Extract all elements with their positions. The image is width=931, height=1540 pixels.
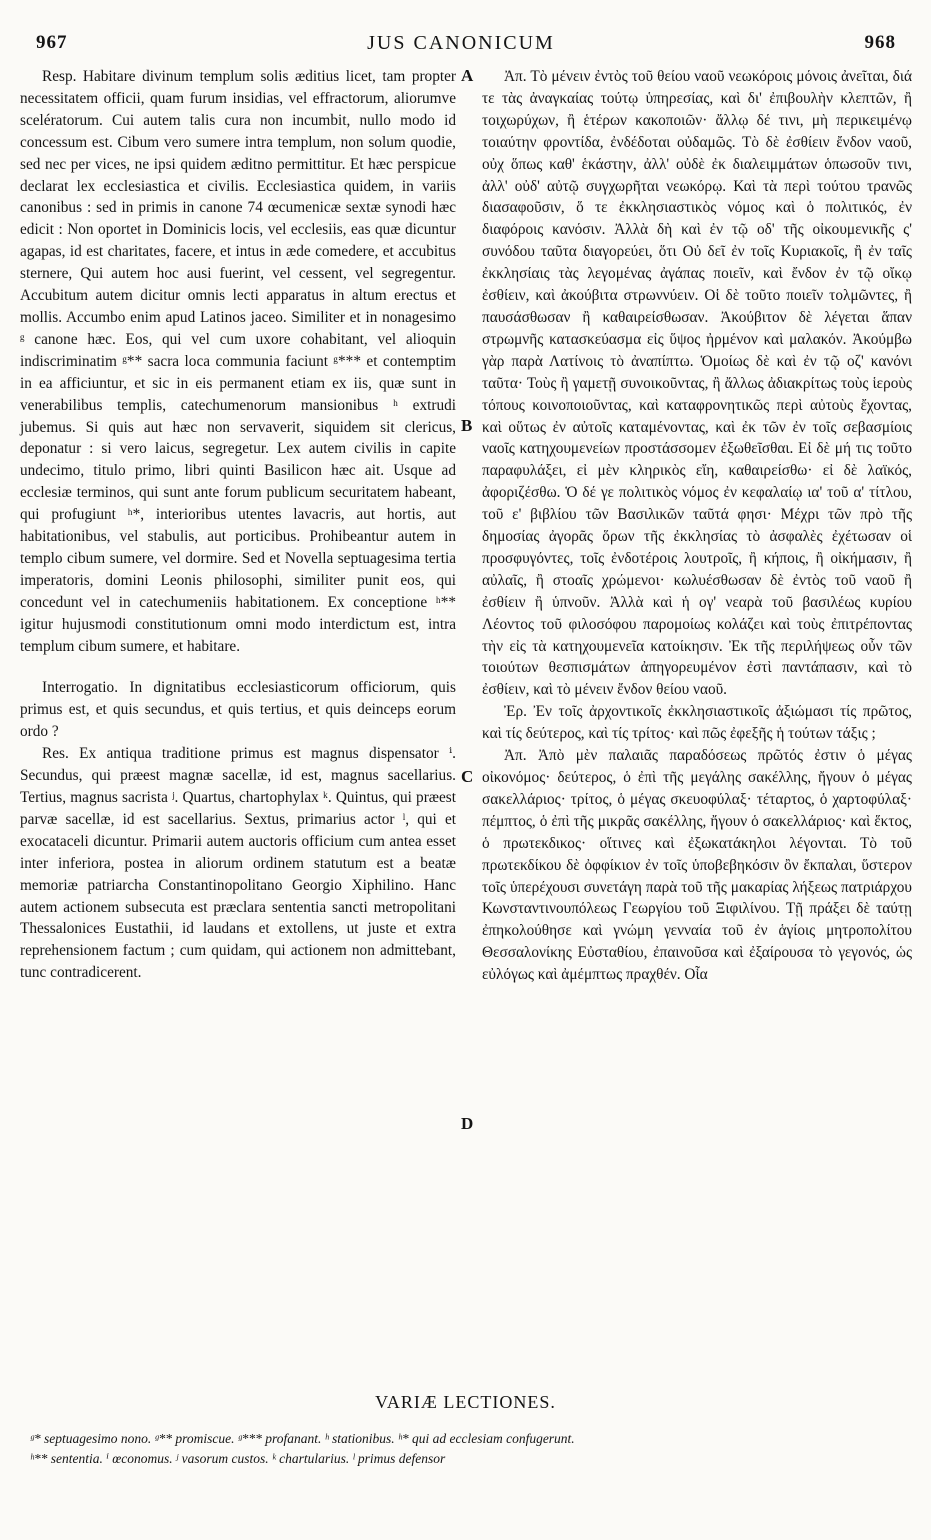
page-number-right: 968	[864, 32, 896, 53]
page-number-left: 967	[36, 32, 68, 53]
page-header	[26, 32, 896, 62]
notes-line: ᵍ* septuagesimo nono. ᵍ** promiscue. ᵍ*** profanant. ʰ stationibus. ʰ* qui ad ecclesiam confugerunt.	[30, 1431, 575, 1446]
section-marker: A	[461, 66, 474, 85]
greek-paragraph: Ἀπ. Ἀπὸ μὲν παλαιᾶς παραδόσεως πρῶτός ἐστιν ὁ μέγας οἰκονόμος· δεύτερος, ὁ ἐπὶ τῆς μεγάλης σακέλλης, ἤγουν ὁ μέγας σακελλάριος· τρίτος, ὁ μέγας σκευοφύλαξ· τέταρτος, ὁ χαρτοφύλαξ· πέμπτος, ὁ ἐπὶ τῆς μικρᾶς σακέλλης, ἤγουν ὁ σακελλάριος· καὶ ἕκτος, ὁ πρωτεκδικος· οἵτινες καὶ ἐξωκατάκηλοι λέγονται. Τὸ τοῦ πρωτεκδίκου δὲ ὀφφίκιον ἐν τοῖς ὑποβεβηκόσιν ὂν ἔκπαλαι, ὕστερον τοῖς ὑπερέχουσι συνετάγη παρὰ τοῦ τῆς μακαρίας λήξεως πατριάρχου Κωνσταντινουπόλεως Γεωργίου τοῦ Ξιφιλίνου. Τῇ πράξει δὲ ταύτῃ ἐπηκολούθησε καὶ γνώμη γενναία τοῦ ἐν ἁγίοις μητροπολίτου Θεσσαλονίκης Εὐσταθίου, ἐπαινοῦσα καὶ ἐξαίρουσα τὸ γεγονός, ὡς εὐλόγως καὶ ἀμέμπτως πραχθέν. Οἷα	[482, 747, 912, 984]
greek-paragraph: Ἀπ. Τὸ μένειν ἐντὸς τοῦ θείου ναοῦ νεωκόροις μόνοις ἀνεῖται, διά τε τὰς ἀναγκαίας τούτῳ ὑπηρεσίας, καὶ δι' ἐπιβουλὴν κλεπτῶν, ἢ τοιχωρύχων, ἢ ἑτέρων κακοποιῶν· ἄλλῳ δέ τινι, μὴ περικειμένῳ τοιαύτην φροντίδα, ἐνδέδοται οὐδαμῶς. Τὸ δὲ ἐσθίειν ἔνδον ναοῦ, οὐχ ὅπως καθ' ἑκάστην, ἀλλ' οὐδὲ ἐκ διαλειμμάτων ὁπωσοῦν τινι, ἀλλ' οὐδ' αὐτῷ συγχωρῆται νεωκόρῳ. Καὶ τὰ περὶ τούτου τρανῶς διασαφοῦσιν, ὅ τε ἐκκλησιαστικὸς νόμος καὶ ὁ πολιτικός, ἐν διαφόροις κανόσιν. Ἀλλὰ δὴ καὶ ἐν τῷ οδ' τῆς οἰκουμενικῆς ς' συνόδου ταῦτα διαγορεύει, ὅτι Οὐ δεῖ ἐν τοῖς Κυριακοῖς, ἢ ἐν ταῖς ἐκκλησίαις τὰς λεγομένας ἀγάπας ποιεῖν, καὶ ἔνδον ἐν τῷ οἴκῳ ἐσθίειν, καὶ ἀκούβιτα στρωννύειν. Οἱ δὲ τοῦτο ποιεῖν τολμῶντες, ἢ παυσάσθωσαν ἢ καθαιρείσθωσαν. Ἀκούβιτον δὲ λέγεται ἅπαν στρωμνῆς κατασκεύασμα εἰς ὕψος ἠρμένον καὶ μαλακόν. Ἀκούμβω γὰρ παρὰ Λατίνοις τὸ ἀναπίπτω. Ὁμοίως δὲ καὶ ἐν τῷ οζ' κανόνι ταῦτα· Τοὺς ἢ γαμετῇ συνοικοῦντας, ἢ ἄλλως ἀδιακρίτως τοὺς ἱεροὺς τόπους κοινοποιοῦντας, καὶ καταφρονητικῶς περὶ αὐτοὺς ἔχοντας, καὶ οὕτως ἐν αὐτοῖς καταμένοντας, καὶ ἐκ τῶν ἐν τοῖς σεβασμίοις ναοῖς κατηχουμενείων προστάσσομεν ἐξωθεῖσθαι. Εἰ δὲ μή τις τοῦτο παραφυλάξει, εἰ μὲν κληρικὸς εἴη, καθαιρείσθω· εἰ δὲ λαϊκός, ἀφοριζέσθω. Ὁ δέ γε πολιτικὸς νόμος ἐν κεφαλαίῳ ια' τοῦ α' τίτλου, τοῦ ε' βιβλίου τῶν Βασιλικῶν ταῦτά φησι· Μέχρι τῶν πρὸ τῆς δημοσίας ἀγορᾶς ὅρων τῆς ἐκκλησίας τὸ ἀσφαλὲς ἐχέτωσαν οἱ προσφυγόντες, τοῖς ἐνδοτέροις λουτροῖς, ἢ κήποις, ἢ οἰκήμασιν, ἢ αὐλαῖς, ἢ στοαῖς χρώμενοι· κωλυέσθωσαν δὲ ἐντὸς τοῦ ναοῦ ἢ ἐσθίειν ἢ ὑπνοῦν. Ἀλλὰ καὶ ἡ ογ' νεαρὰ τοῦ βασιλέως κυρίου Λέοντος τοῦ φιλοσόφου παρομοίως κολάζει καὶ τοὺς ἐπιτρέποντας τὴν εἰς τὰ κατηχουμενεῖα κατοίκησιν. Ἐκ τῆς περιλήψεως οὖν τῶν τοιούτων θεσπισμάτων ἀπηγορευμένον ἐστὶ παντάπασιν, καὶ τὸ ἐσθίειν, καὶ τὸ μένειν ἔνδον θείου ναοῦ.	[482, 68, 912, 699]
section-marker: B	[461, 416, 473, 435]
greek-paragraph: Ἐρ. Ἐν τοῖς ἀρχοντικοῖς ἐκκλησιαστικοῖς ἀξιώμασι τίς πρῶτος, καὶ τίς δεύτερος, καὶ τίς τρίτος· καὶ πῶς ἐφεξῆς ἡ τούτων τάξις ;	[482, 703, 912, 743]
variae-lectiones-title: VARIÆ LECTIONES.	[375, 1392, 556, 1412]
latin-paragraph: Res. Ex antiqua traditione primus est magnus dispensator ⁱ. Secundus, qui præest magnæ sacellæ, id est, magnus sacellarius. Tertius, magnus sacrista ʲ. Quartus, chartophylax ᵏ. Quintus, qui præest parvæ sacellæ, id est sacellarius. Sextus, primarius actor ˡ, qui et exocataceli dicuntur. Primarii autem auctoris officium cum antea esset inter inferiora, postea in aliorum ordinem statutum est a beatæ memoriæ patriarcha Constantinopolitano Georgio Xiphilino. Hanc autem actionem subsecuta est præclara sententia sancti metropolitani Thessalonices Eustathii, id laudans et extollens, ut juste et extra reprehensionem factum ; cum quidam, qui actionem non admittebant, tunc contradicerent.	[20, 745, 456, 982]
running-title: JUS CANONICUM	[367, 32, 555, 54]
section-marker: C	[461, 767, 474, 786]
greek-column	[482, 66, 912, 986]
section-marker: D	[461, 1114, 474, 1133]
latin-paragraph: Resp. Habitare divinum templum solis æditius licet, tam propter necessitatem officii, quam furum insidias, vel effractorum, aliorumve scelératorum. Cui autem talis cura non incumbit, nullo modo id concessum est. Cibum vero sumere intra templum, non solum quodie, sed nec per vices, ne ipsi quidem æditno permittitur. Et hæc perspicue declarat lex ecclesiastica et civilis. Ecclesiastica quidem, in variis canonibus : sed in primis in canone 74 œcumenicæ sextæ synodi hæc edicit : Non oportet in Dominicis locis, vel ecclesiis, eas quæ dicuntur agapas, id est charitates, facere, et intus in æde comedere, et accubitus sternere, Qui autem hoc ausi fuerint, vel cessent, vel segregentur. Accubitum autem dicitur omnis lecti apparatus in altum erectus et mollis. Accumbo enim apud Latinos jaceo. Similiter et in nonagesimo ᵍ canone hæc. Eos, qui vel cum uxore cohabitant, vel alioquin indiscriminatim ᵍ** sacra loca communia faciunt ᵍ*** et contemptim in ea afficiuntur, et sic in eis permanent etiam ex iis, quæ sunt in venerabilibus templis, catechumenorum mansionibus ʰ extrudi jubemus. Si quis aut hæc non servaverit, siquidem sit clericus, deponatur : si vero laicus, segregetur. Lex autem civilis in capite undecimo, titulo primo, libri quinti Basilicon hæc ait. Usque ad ecclesiæ terminos, qui sunt ante forum publicum securitatem habeant, qui profugiunt ʰ*, interioribus utentes lavacris, aut hortis, aut habitationibus, vel stabulis, aut porticibus. Prohibeantur autem in templo cibum sumere, vel dormire. Sed et Novella septuagesima tertia imperatoris, domini Leonis philosophi, similiter punit eos, qui concedunt vel in catechumeniis habitationem. Ex conceptione ʰ** igitur hujusmodi constitutionum omni modo interdictum est, intra templum cibum sumere, et habitare.	[20, 68, 456, 655]
notes-line: ʰ** sententia. ⁱ œconomus. ʲ vasorum custos. ᵏ chartularius. ˡ primus defensor	[30, 1451, 446, 1466]
latin-column	[20, 66, 456, 984]
latin-paragraph: Interrogatio. In dignitatibus ecclesiasticorum officiorum, quis primus est, et quis secundus, et quis tertius, et quis deinceps eorum ordo ?	[20, 679, 456, 741]
variae-lectiones-notes	[30, 1429, 910, 1469]
